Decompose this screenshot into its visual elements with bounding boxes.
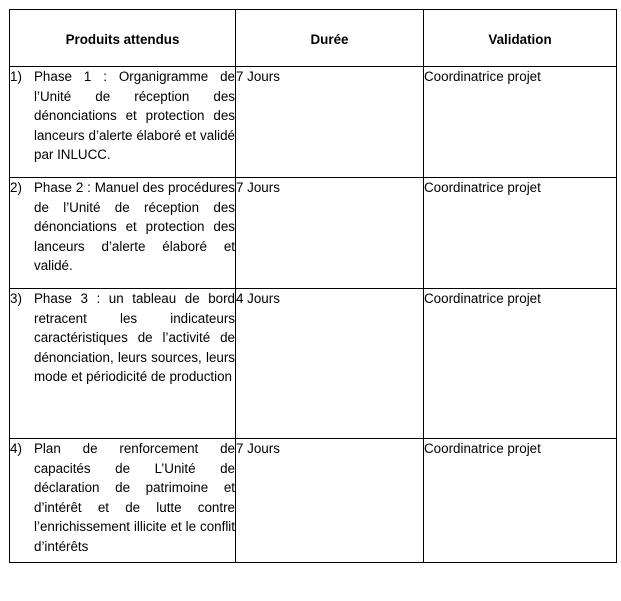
duration-cell: 4 Jours (236, 289, 424, 439)
product-cell (10, 178, 236, 289)
validation-cell: Coordinatrice projet (424, 439, 617, 563)
item-number: 1) (10, 69, 22, 84)
item-number: 4) (10, 441, 22, 456)
table-row (10, 439, 617, 563)
product-text: Phase 1 : Organigramme de l’Unité de réception des dénonciations et protection des lanceurs d’alerte élaboré et validé par INLUCC. (34, 69, 235, 162)
table-row (10, 178, 617, 289)
validation-cell: Coordinatrice projet (424, 289, 617, 439)
deliverables-table (9, 9, 617, 563)
validation-cell: Coordinatrice projet (424, 178, 617, 289)
duration-cell: 7 Jours (236, 67, 424, 178)
table-header-row (10, 10, 617, 67)
validation-cell: Coordinatrice projet (424, 67, 617, 178)
item-number: 3) (10, 291, 22, 306)
product-text: Phase 2 : Manuel des procédures de l’Unité de réception des dénonciations et protection des lanceurs d’alerte élaboré et validé. (34, 180, 235, 273)
header-products: Produits attendus (10, 10, 236, 67)
product-cell (10, 439, 236, 563)
product-text: Phase 3 : un tableau de bord retracent les indicateurs caractéristiques de l’activité de dénonciation, leurs sources, leurs mode et périodicité de production (34, 291, 235, 384)
product-cell (10, 67, 236, 178)
duration-cell: 7 Jours (236, 439, 424, 563)
product-cell (10, 289, 236, 439)
header-duration: Durée (236, 10, 424, 67)
header-validation: Validation (424, 10, 617, 67)
table-row (10, 289, 617, 439)
duration-cell: 7 Jours (236, 178, 424, 289)
product-text: Plan de renforcement de capacités de L’Unité de déclaration de patrimoine et d’intérêt et de lutte contre l’enrichissement illicite et le conflit d’intérêts (34, 441, 235, 554)
item-number: 2) (10, 180, 22, 195)
table-row (10, 67, 617, 178)
